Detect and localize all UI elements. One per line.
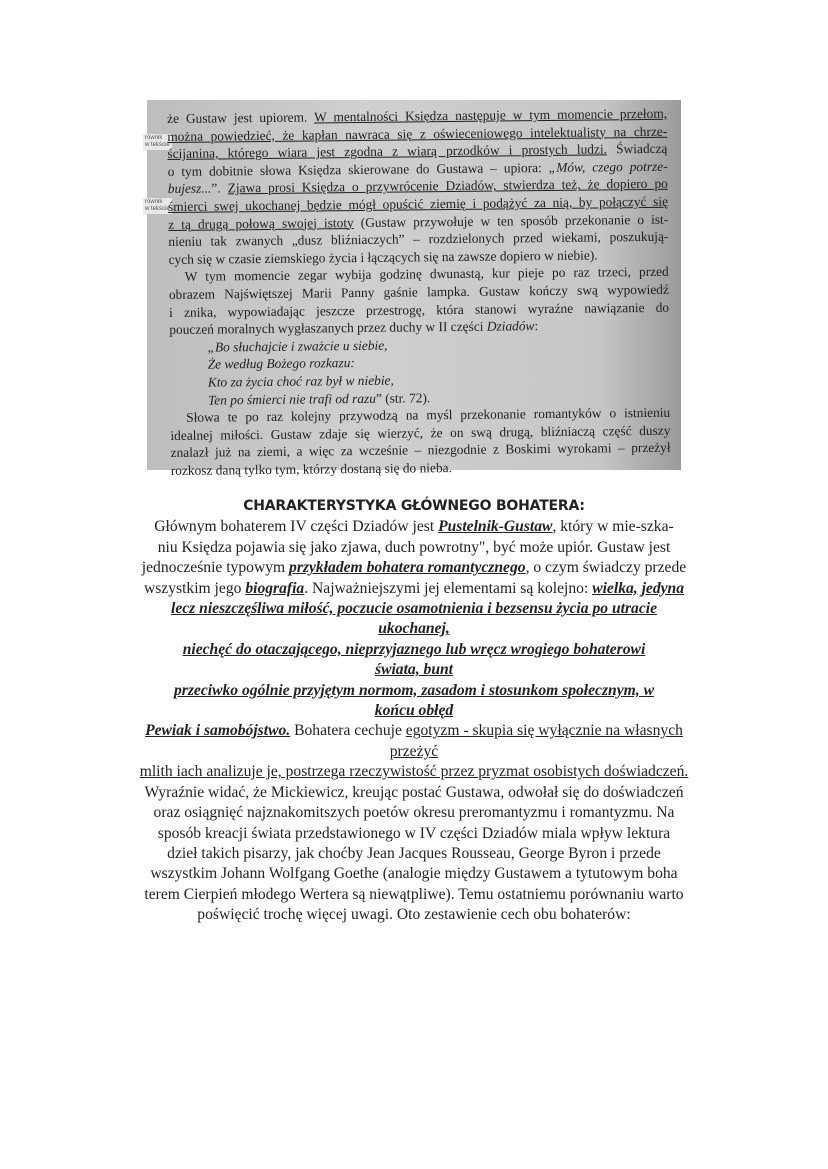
emphasized-text: przeżyć [389,742,439,760]
section-heading: CHARAKTERYSTYKA GŁÓWNEGO BOHATERA: [243,498,585,514]
emphasized-text: śmierci swej ukochanej będzie mógł opuścić ziemię i podążyć za nią, by połączyć się [167,193,669,214]
emphasized-text: mlith iach analizuje je, postrzega rzeczywistość przez pryzmat osobistych doświadczeń. [139,763,689,781]
text-run: Słowa te po raz kolejny przywodzą na myśl przekonanie romantyków o istnieniu [186,404,671,425]
emphasized-text: bujesz... [167,180,212,197]
text-run: idealnej miłości. Gustaw zdaje się wierzyć, że on swą drugą, bliźniaczą część duszy [170,422,671,443]
document-line [80,558,748,578]
book-page-photo [145,100,681,478]
text-run: , który w mie-szka- [552,518,674,536]
margin-note: równik w tekście [145,199,170,212]
margin-note: równik w tekście [145,135,170,148]
book-page-text [167,105,671,480]
emphasized-text: „Mów, czego potrze- [548,158,668,175]
text-run: poświęcić trochę więcej uwagi. Oto zestawienie cech obu bohaterów: [197,906,631,924]
emphasized-text: Zjawa prosi Księdza o przywrócenie Dziadów, stwierdza też, że dopiero po [227,176,668,196]
document-line [80,844,748,864]
document-line [80,619,748,639]
emphasized-text: Pustelnik-Gustaw [438,518,553,536]
emphasized-text: ukochanej, [378,620,450,638]
text-run: obrazem Najświętszej Marii Panny gaśnie lampka. Gustaw kończy swą wypowiedź [168,281,669,302]
text-run: znalazł już na ziemi, a więc za wcześnie – niezgodnie z Boskimi wyrokami – przeżył [170,440,671,461]
text-run: niu Księdza pojawia się jako zjawa, duch powrotny", być może upiór. Gustaw jest [157,538,671,556]
document-line [80,864,748,884]
text-run: . Najważniejszymi jej elementami są kolejno: [304,579,593,597]
document-paragraph [80,517,748,925]
text-run: ” (str. 72). [375,389,431,406]
emphasized-text: można powiedzieć, że kapłan nawraca się z oświeceniowego intelektualisty na chrze- [167,123,668,144]
text-run: terem Cierpień młodego Wertera są niewątpliwe). Temu ostatniemu porównaniu warto [144,885,684,903]
text-run: Głównym bohaterem IV części Dziadów jest [154,518,439,536]
document-line [80,905,748,925]
document-line [80,681,748,701]
text-run: Bohatera cechuje [290,722,406,740]
text-run: i znika, wypowiadając jeszcze przestrogę, która stanowi wyraźne nawiązanie do [169,299,670,320]
emphasized-text: niechęć do otaczającego, nieprzyjaznego lub wręcz wrogiego bohaterowi [182,640,646,658]
text-run: Wyraźnie widać, że Mickiewicz, kreując postać Gustawa, odwołał się do doświadczeń [144,783,684,801]
text-run: o tym dobitnie słowa Księdza skierowane do Gustawa – upiora: [167,159,549,179]
emphasized-text: Dziadów [486,318,535,334]
emphasized-text: Pewiak i samobójstwo. [145,722,291,740]
text-run: jednocześnie typowym [141,559,290,577]
document-body [80,496,748,926]
document-line [80,538,748,558]
text-run: rozkosz daną tylko tym, którzy dostaną się do nieba. [170,459,452,478]
emphasized-text: lecz nieszczęśliwa miłość, poczucie osamotnienia i bezsensu życia po utracie [171,600,657,618]
emphasized-text: biografia [245,579,305,597]
text-run: że Gustaw jest upiorem. [167,109,315,126]
text-run: nieniu tak zwanych „dusz bliźniaczych” – rozdzielonych przed wiekami, poszukują- [168,228,669,250]
document-line [80,803,748,823]
text-run: sposób kreacji świata przedstawionego w IV części Dziadów miala wpływ lektura [157,824,671,842]
text-run: dzieł takich pisarzy, jak choćby Jean Jacques Rousseau, George Byron i przede [167,844,661,862]
document-line [80,701,748,721]
document-line [80,742,748,762]
text-run: wszystkim jego [143,579,246,597]
text-run: Świadczą [606,140,668,157]
text-run: pouczeń moralnych wygłaszanych przez duchy w II części [169,318,487,338]
emphasized-text: egotyzm - skupia się wyłącznie na własnych [405,722,683,740]
emphasized-text: „Bo słuchajcie i zważcie u siebie, [207,337,388,355]
text-run: cych się w czasie ziemskiego życia i łączących się na zawsze dopiero w niebie). [168,247,598,267]
document-line [80,783,748,803]
text-run: ”. [211,180,228,196]
document-line [80,599,748,619]
emphasized-text: przykładem bohatera romantycznego [289,559,526,577]
emphasized-text: przeciwko ogólnie przyjętym normom, zasadom i stosunkom społecznym, w [174,681,654,699]
text-run: wszystkim Johann Wolfgang Goethe (analogie między Gustawem a tytutowym boha [150,865,678,883]
emphasized-text: świata, bunt [375,661,453,679]
document-line [80,660,748,680]
document-line [80,517,748,537]
emphasized-text: z tą drugą połową swojej istoty [168,214,354,232]
emphasized-text: Kto za życia choć raz był w niebie, [207,372,394,390]
text-run: (Gustaw przywołuje w ten sposób przekonanie o ist- [353,211,669,230]
text-run: : [534,318,539,334]
document-line [80,885,748,905]
emphasized-text: końcu obłęd [374,702,454,720]
text-run: oraz osiągnięć najznakomitszych poetów okresu preromantyzmu i romantyzmu. Na [153,804,675,822]
document-line [80,579,748,599]
emphasized-text: Ten po śmierci nie trafi od razu [207,390,376,408]
text-run: , o czym świadczy przede [525,559,687,577]
document-line [80,721,748,741]
emphasized-text: Że według Bożego rozkazu: [207,355,355,372]
document-line [80,640,748,660]
emphasized-text: ścijanina, którego wiara jest zgodna z wiarą przodków i prostych ludzi. [167,141,608,162]
emphasized-text: W mentalności Księdza następuje w tym momencie przełom, [313,105,668,125]
emphasized-text: wielka, jedyna [592,579,685,597]
document-line [80,824,748,844]
document-line [80,762,748,782]
text-run: W tym momencie zegar wybija godzinę dwunastą, kur pieje po raz trzeci, przed [184,264,669,285]
